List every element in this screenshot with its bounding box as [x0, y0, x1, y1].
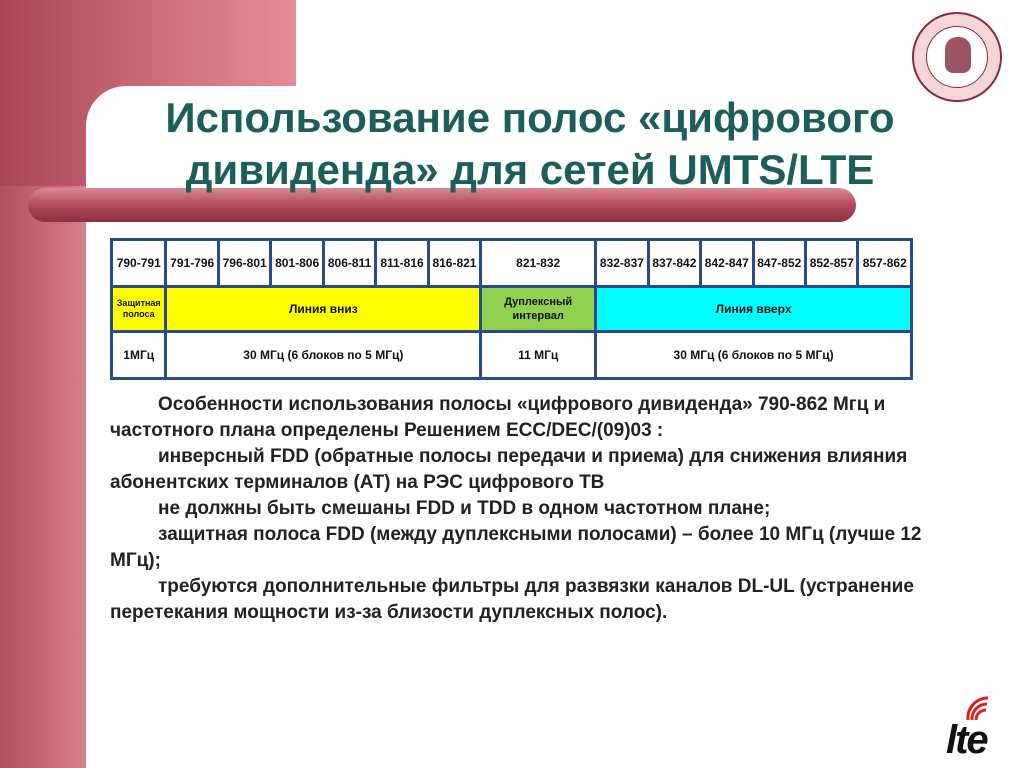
freq-cell: 832-837	[596, 240, 648, 287]
body-paragraph: инверсный FDD (обратные полосы передачи и приема) для снижения влияния абонентских терминалов (АТ) на РЭС цифрового ТВ	[110, 446, 908, 493]
uplink-cell: Линия вверх	[596, 287, 912, 332]
duplex-width-cell: 11 МГц	[481, 332, 596, 379]
freq-cell: 852-857	[806, 240, 858, 287]
title-line-1: Использование полос «цифрового	[165, 94, 895, 141]
downlink-cell: Линия вниз	[166, 287, 481, 332]
lte-logo	[946, 690, 1016, 760]
freq-cell: 847-852	[753, 240, 805, 287]
lte-logo-text: lte	[946, 718, 987, 762]
freq-cell: 790-791	[112, 240, 166, 287]
guard-band-cell: Защитная полоса	[112, 287, 166, 332]
freq-cell: 791-796	[166, 240, 218, 287]
body-paragraph: не должны быть смешаны FDD и TDD в одном частотном плане;	[158, 498, 771, 519]
page-title	[110, 92, 950, 196]
duplex-gap-cell: Дуплексный интервал	[481, 287, 596, 332]
guard-width-cell: 1МГц	[112, 332, 166, 379]
freq-cell: 801-806	[271, 240, 323, 287]
body-text	[110, 392, 925, 626]
freq-cell: 837-842	[648, 240, 700, 287]
uplink-width-cell: 30 МГц (6 блоков по 5 МГц)	[596, 332, 912, 379]
body-paragraph: защитная полоса FDD (между дуплексными полосами) – более 10 МГц (лучше 12 МГц);	[110, 524, 922, 571]
freq-cell: 857-862	[858, 240, 912, 287]
downlink-width-cell: 30 МГц (6 блоков по 5 МГц)	[166, 332, 481, 379]
freq-cell: 811-816	[376, 240, 428, 287]
bandwidth-row	[112, 332, 912, 379]
allocation-row	[112, 287, 912, 332]
frequency-row	[112, 240, 912, 287]
title-line-2: дивиденда» для сетей UMTS/LTE	[185, 146, 875, 193]
frequency-band-table	[110, 238, 913, 380]
body-paragraph: требуются дополнительные фильтры для развязки каналов DL-UL (устранение перетекания мощности из-за близости дуплексных полос).	[110, 576, 914, 623]
freq-cell: 842-847	[701, 240, 753, 287]
freq-cell: 821-832	[481, 240, 596, 287]
academy-seal-icon	[912, 12, 1002, 102]
freq-cell: 806-811	[323, 240, 375, 287]
body-paragraph: Особенности использования полосы «цифрового дивиденда» 790-862 Мгц и частотного плана определены Решением ECC/DEC/(09)03 :	[110, 394, 886, 441]
freq-cell: 796-801	[218, 240, 270, 287]
freq-cell: 816-821	[428, 240, 480, 287]
